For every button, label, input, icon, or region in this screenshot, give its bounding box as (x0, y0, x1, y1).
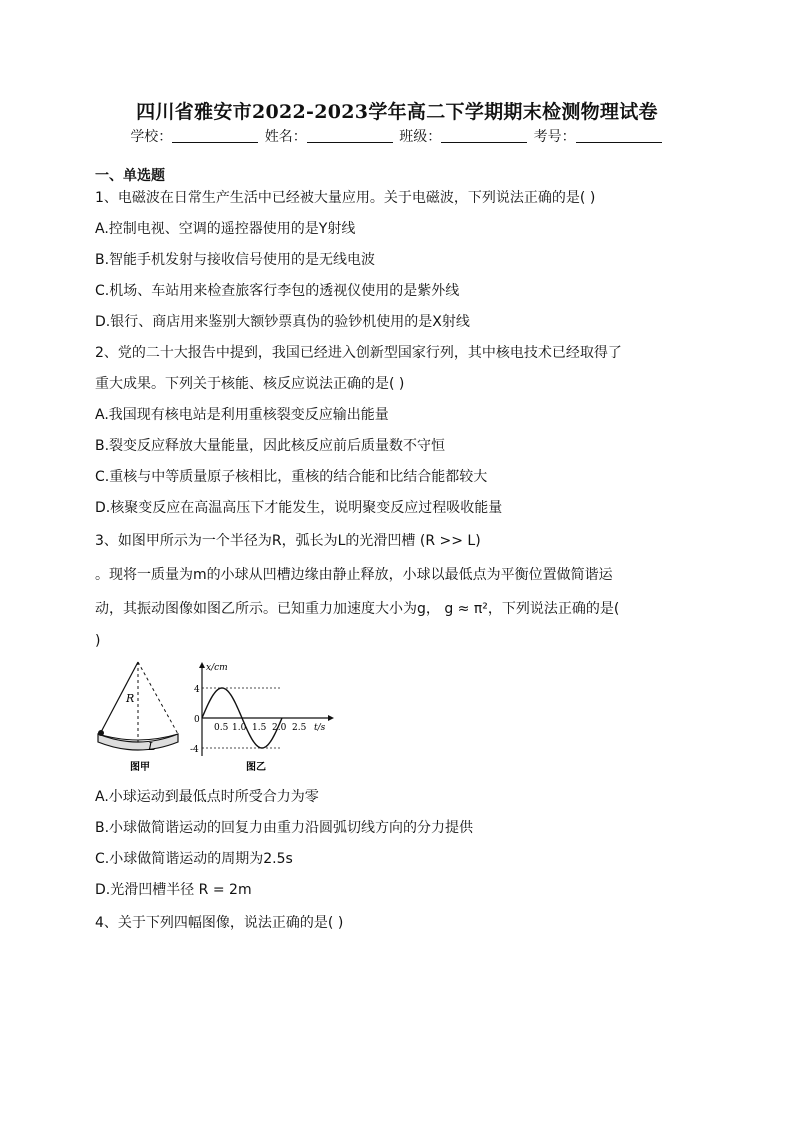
ball (98, 730, 104, 736)
exam-no-label: 考号： (533, 129, 576, 145)
y-axis-arrow (199, 662, 205, 668)
y-tick-4: 4 (194, 685, 200, 695)
x-tick-1-0: 1.0 (232, 723, 247, 733)
q1-option-d: D.银行、商店用来鉴别大额钞票真伪的验钞机使用的是X射线 (95, 314, 470, 330)
q3-stem-line2: 。现将一质量为m的小球从凹槽边缘由静止释放，小球以最低点为平衡位置做简谐运 (95, 567, 613, 583)
q1-option-a: A.控制电视、空调的遥控器使用的是Y射线 (95, 221, 356, 237)
figure-yi (190, 662, 334, 773)
name-label: 姓名： (264, 129, 307, 145)
section-title: 一、单选题 (95, 168, 165, 184)
q3-stem-line1: 3、如图甲所示为一个半径为R，弧长为L的光滑凹槽 (R >> L) (95, 533, 481, 549)
q1-option-c: C.机场、车站用来检查旅客行李包的透视仪使用的是紫外线 (95, 283, 460, 299)
q1-option-b: B.智能手机发射与接收信号使用的是无线电波 (95, 252, 376, 268)
class-label: 班级： (399, 129, 442, 145)
q3-option-a: A.小球运动到最低点时所受合力为零 (95, 789, 319, 805)
class-blank[interactable] (441, 128, 527, 143)
q3-option-c: C.小球做简谐运动的周期为2.5s (95, 851, 293, 867)
y-axis-label: x/cm (206, 663, 228, 673)
q4-stem: 4、关于下列四幅图像，说法正确的是( ) (95, 915, 344, 931)
figure-jia (98, 662, 178, 773)
name-blank[interactable] (307, 128, 393, 143)
x-tick-2-0: 2.0 (272, 723, 287, 733)
student-info-row (0, 126, 794, 146)
q2-option-b: B.裂变反应释放大量能量，因此核反应前后质量数不守恒 (95, 438, 446, 454)
caption-yi: 图乙 (246, 762, 266, 773)
q3-option-d: D.光滑凹槽半径 R = 2m (95, 882, 252, 898)
x-tick-1-5: 1.5 (252, 723, 267, 733)
q3-figure (96, 658, 336, 776)
q2-option-c: C.重核与中等质量原子核相比，重核的结合能和比结合能都较大 (95, 469, 488, 485)
x-tick-2-5: 2.5 (292, 723, 307, 733)
y-tick-neg4: -4 (190, 745, 199, 755)
caption-jia: 图甲 (130, 762, 150, 773)
exam-no-blank[interactable] (576, 128, 662, 143)
q3-stem-line3: 动，其振动图像如图乙所示。已知重力加速度大小为g， g ≈ π²，下列说法正确的是( (95, 601, 620, 617)
label-l: L (148, 740, 156, 753)
q3-option-b: B.小球做简谐运动的回复力由重力沿圆弧切线方向的分力提供 (95, 820, 474, 836)
q3-figure-svg (96, 658, 336, 776)
page-title: 四川省雅安市2022-2023学年高二下学期期末检测物理试卷 (136, 101, 658, 123)
school-label: 学校： (130, 129, 173, 145)
q2-option-d: D.核聚变反应在高温高压下才能发生，说明聚变反应过程吸收能量 (95, 500, 503, 516)
label-r: R (126, 692, 135, 705)
x-axis-label: t/s (314, 723, 326, 733)
q2-stem-line2: 重大成果。下列关于核能、核反应说法正确的是( ) (95, 376, 405, 392)
q3-stem-line4: ) (95, 633, 101, 649)
x-axis-arrow (328, 715, 334, 721)
x-tick-0-5: 0.5 (214, 723, 229, 733)
radius-line-right (138, 662, 178, 734)
school-blank[interactable] (172, 128, 258, 143)
q2-stem-line1: 2、党的二十大报告中提到，我国已经进入创新型国家行列，其中核电技术已经取得了 (95, 345, 622, 361)
q2-option-a: A.我国现有核电站是利用重核裂变反应输出能量 (95, 407, 389, 423)
y-tick-0: 0 (194, 715, 200, 725)
q1-stem: 1、电磁波在日常生产生活中已经被大量应用。关于电磁波，下列说法正确的是( ) (95, 190, 596, 206)
